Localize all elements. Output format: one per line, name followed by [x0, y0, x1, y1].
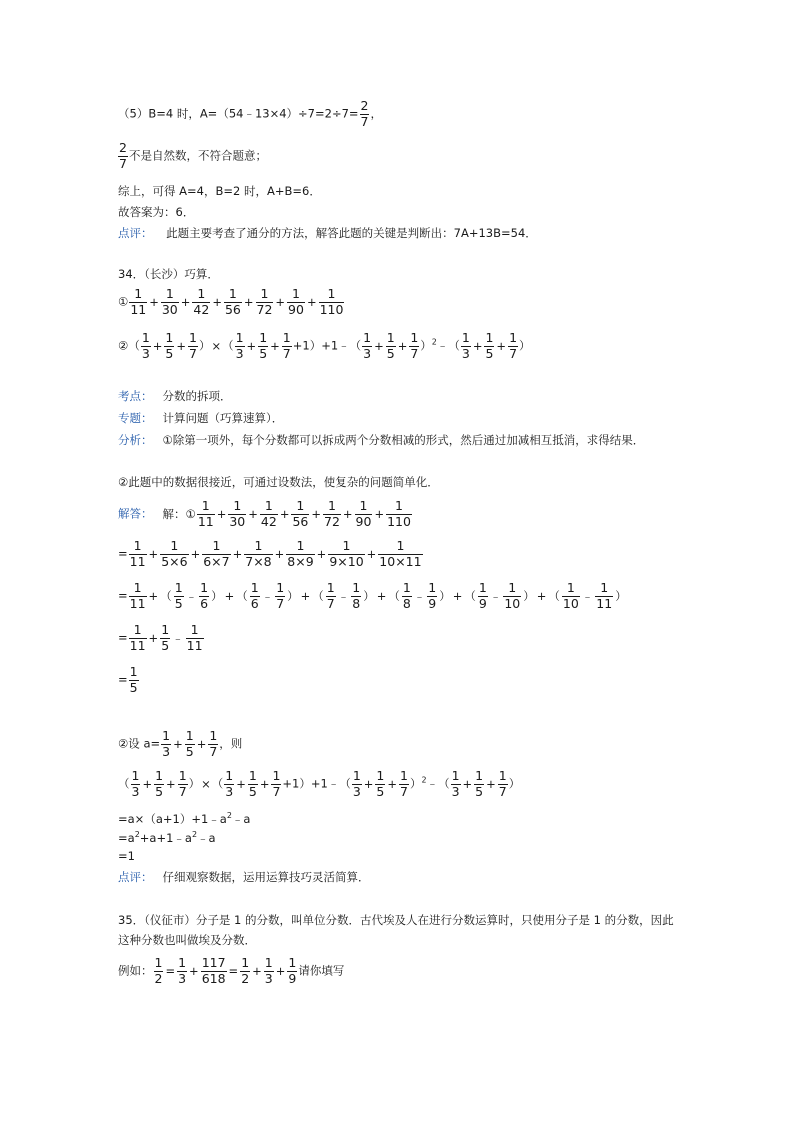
zhuanti-text: 计算问题（巧算速算）．	[162, 411, 284, 425]
operator: +	[180, 295, 191, 309]
comment2-label: 点评：	[118, 870, 153, 884]
part2-expression: （ $\frac{1}{3}$ + $\frac{1}{5}$ + $\frac{1}{7}$ ）×（ $\frac{1}{3}$ + $\frac{1}{5}$ + $\frac{1}{7}$ +1）+1﹣（ $\frac{1}{3}$ + $\frac{1}{5}$ + $\frac{1}{7}$ ）$^2$﹣（ $\frac{1}{3}$ + $\frac{1}{5}$ + $\frac{1}{7}$ ）	[118, 768, 521, 799]
fraction: $\frac{2}{7}$	[360, 98, 369, 129]
fenxi-text2: ②此题中的数据很接近，可通过设数法，使复杂的问题简单化．	[118, 475, 439, 489]
answer-line: 故答案为：6．	[118, 205, 195, 219]
fraction: $\frac{1}{42}$	[260, 498, 277, 529]
operator: +	[311, 507, 321, 521]
operator: ﹣	[581, 589, 594, 603]
para5-text: （5）B=4 时，A=（54﹣13×4）÷7=2÷7=	[118, 106, 359, 121]
operator: +	[232, 547, 243, 561]
operator: （	[160, 589, 172, 603]
fraction: $\frac{1}{7}$	[509, 330, 518, 361]
fraction: $\frac{1}{9}$	[478, 580, 487, 611]
fraction: $\frac{1}{2}$	[241, 955, 250, 986]
fraction: $\frac{1}{3}$	[451, 768, 460, 799]
fraction: $\frac{1}{3}$	[178, 955, 187, 986]
q35-example: 例如： $\frac{1}{2}$ = $\frac{1}{3}$ + $\frac{117}{618}$ = $\frac{1}{2}$ + $\frac{1}{3}$ + $\frac{1}{9}$ 请你填写	[118, 955, 345, 986]
operator: ）	[363, 589, 375, 603]
jieda-line3: = $\frac{1}{11}$ + （ $\frac{1}{5}$ ﹣ $\frac{1}{6}$ ） + （ $\frac{1}{6}$ ﹣ $\frac{1}{7}$ ） + （ $\frac{1}{7}$ ﹣ $\frac{1}{8}$ ） + （ $\frac{1}{8}$ ﹣ $\frac{1}{9}$ ） + （ $\frac{1}{9}$ ﹣ $\frac{1}{10}$ ） + （ $\frac{1}{10}$ ﹣ $\frac{1}{11}$ ）	[118, 580, 627, 611]
fraction: $\frac{1}{10}$	[562, 580, 579, 611]
fraction: $\frac{1}{5}$	[386, 330, 395, 361]
operator: ）	[211, 589, 223, 603]
fraction: $\frac{1}{2}$	[154, 955, 163, 986]
fraction: $\frac{1}{90}$	[288, 286, 304, 317]
fraction: $\frac{1}{11}$	[129, 538, 146, 569]
fraction: $\frac{1}{7}$	[282, 330, 291, 361]
fraction: $\frac{1}{72}$	[256, 286, 273, 317]
jieda-line4: = $\frac{1}{11}$ + $\frac{1}{5}$ ﹣ $\frac{1}{11}$	[118, 622, 203, 653]
fraction: $\frac{1}{3}$	[352, 768, 361, 799]
zhuanti-label: 专题：	[118, 411, 153, 425]
kaodian-label: 考点：	[118, 389, 153, 403]
zhuanti-line	[118, 410, 283, 426]
fraction: $\frac{1}{30}$	[229, 498, 246, 529]
fraction: $\frac{1}{3}$	[363, 330, 372, 361]
operator: +	[316, 547, 327, 561]
operator: +	[300, 589, 311, 603]
operator: ）	[615, 589, 627, 603]
fraction: $\frac{1}{6}$	[250, 580, 259, 611]
fraction: $\frac{1}{5}$	[475, 768, 484, 799]
step1-line: $=a\times(a+1)+1﹣a^2﹣a$	[118, 811, 251, 826]
fraction: $\frac{1}{11}$	[129, 622, 146, 653]
question-34-title: 34．（长沙）巧算．	[118, 267, 219, 281]
question-35-text: 35．（仪征市）分子是 1 的分数，叫单位分数．古代埃及人在进行分数运算时，只使用分子是 1 的分数，因此这种分数也叫做埃及分数．	[118, 913, 674, 947]
fraction: $\frac{1}{5}$	[248, 768, 257, 799]
fraction: $\frac{1}{11}$	[130, 286, 147, 317]
fraction: $\frac{1}{42}$	[193, 286, 210, 317]
fraction: $\frac{2}{7}$	[119, 140, 127, 171]
operator: （	[312, 589, 324, 603]
fraction: $\frac{1}{7\times 8}$	[245, 538, 272, 569]
fraction: $\frac{1}{5}$	[376, 768, 385, 799]
fraction: $\frac{1}{9}$	[428, 580, 437, 611]
fraction: $\frac{1}{5}$	[155, 768, 164, 799]
step3-line: =1	[118, 849, 135, 863]
q34-item1: ① $\frac{1}{11}$ + $\frac{1}{30}$ + $\frac{1}{42}$ + $\frac{1}{56}$ + $\frac{1}{72}$ + $\frac{1}{90}$ + $\frac{1}{110}$	[118, 286, 344, 317]
fraction: $\frac{1}{8}$	[352, 580, 361, 611]
operator: +	[275, 295, 286, 309]
fraction: $\frac{1}{7}$	[272, 768, 281, 799]
operator: ）	[287, 589, 299, 603]
fraction: $\frac{1}{9}$	[288, 955, 297, 986]
fraction: $\frac{1}{5}$	[165, 330, 174, 361]
operator: +	[366, 547, 377, 561]
kaodian-line	[118, 388, 232, 404]
jieda-line1: 解答： 解：① $\frac{1}{11}$ + $\frac{1}{30}$ + $\frac{1}{42}$ + $\frac{1}{56}$ + $\frac{1}{72}$ + $\frac{1}{90}$ + $\frac{1}{110}$	[118, 498, 411, 529]
operator: （	[464, 589, 476, 603]
fraction: $\frac{1}{72}$	[324, 498, 340, 529]
operator: ﹣	[185, 589, 198, 603]
fraction: $\frac{1}{7}$	[326, 580, 335, 611]
comment-text: 此题主要考查了通分的方法，解答此题的关键是判断出：7A+13B=54．	[166, 226, 537, 240]
operator: +	[374, 507, 385, 521]
fenxi-block	[118, 430, 678, 450]
fraction: $\frac{1}{7}$	[189, 330, 197, 361]
fenxi-label: 分析：	[118, 433, 153, 447]
operator: +	[274, 547, 285, 561]
fraction: $\frac{1}{6}$	[200, 580, 209, 611]
fraction: $\frac{1}{56}$	[292, 498, 309, 529]
operator: +	[216, 507, 227, 521]
fraction: $\frac{1}{7}$	[410, 330, 419, 361]
operator: +	[212, 295, 222, 309]
fraction: $\frac{1}{7}$	[276, 580, 285, 611]
operator: ）	[523, 589, 535, 603]
comment2-line	[118, 869, 370, 885]
fraction: $\frac{1}{5}$	[161, 622, 170, 653]
fraction: $\frac{1}{5\times 6}$	[161, 538, 188, 569]
fraction: $\frac{1}{110}$	[319, 286, 344, 317]
fraction: $\frac{1}{11}$	[186, 622, 203, 653]
kaodian-text: 分数的拆项．	[162, 389, 232, 403]
operator: +	[148, 547, 159, 561]
fraction: $\frac{1}{7}$	[498, 768, 507, 799]
fraction: $\frac{1}{8}$	[402, 580, 411, 611]
fraction: $\frac{1}{3}$	[131, 768, 140, 799]
operator: +	[306, 295, 317, 309]
operator: （	[548, 589, 560, 603]
operator: ﹣	[337, 589, 350, 603]
jieda-label: 解答：	[118, 506, 153, 521]
fraction: $\frac{1}{11}$	[129, 580, 146, 611]
fraction: $\frac{1}{56}$	[224, 286, 241, 317]
jieda-line5: = $\frac{1}{5}$	[118, 664, 138, 695]
not-natural-line: $\frac{2}{7}$ 不是自然数，不符合题意；	[119, 140, 267, 171]
fraction: $\frac{1}{6\times 7}$	[203, 538, 230, 569]
operator: +	[536, 589, 547, 603]
para5-line: （5）B=4 时，A=（54﹣13×4）÷7=2÷7= $\frac{2}{7}$ ，	[118, 98, 382, 129]
comment2-text: 仔细观察数据，运用运算技巧灵活简算．	[162, 870, 370, 884]
fenxi-text1: ①除第一项外，每个分数都可以拆成两个分数相减的形式，然后通过加减相互抵消，求得结果．	[162, 433, 645, 447]
fraction: $\frac{1}{110}$	[387, 498, 411, 529]
operator: +	[148, 589, 159, 603]
comment-label: 点评：	[118, 226, 153, 240]
jieda-line2: = $\frac{1}{11}$ + $\frac{1}{5\times 6}$ + $\frac{1}{6\times 7}$ + $\frac{1}{7\times 8}$ + $\frac{1}{8\times 9}$ + $\frac{1}{9\times 10}$ + $\frac{1}{10\times 11}$	[118, 538, 422, 569]
fraction: $\frac{117}{618}$	[201, 955, 226, 986]
fraction: $\frac{1}{3}$	[264, 955, 273, 986]
fraction: $\frac{1}{9\times 10}$	[329, 538, 364, 569]
fraction: $\frac{1}{5}$	[129, 664, 138, 695]
fraction: $\frac{1}{3}$	[225, 768, 234, 799]
operator: （	[388, 589, 400, 603]
q34-item2: ②（ $\frac{1}{3}$ + $\frac{1}{5}$ + $\frac{1}{7}$ ）×（ $\frac{1}{3}$ + $\frac{1}{5}$ + $\frac{1}{7}$ +1）+1﹣（ $\frac{1}{3}$ + $\frac{1}{5}$ + $\frac{1}{7}$ ）$^2$﹣（ $\frac{1}{3}$ + $\frac{1}{5}$ + $\frac{1}{7}$ ）	[118, 330, 531, 361]
fraction: $\frac{1}{5}$	[185, 728, 194, 759]
operator: ）	[439, 589, 451, 603]
fraction: $\frac{1}{30}$	[161, 286, 178, 317]
fraction: $\frac{1}{11}$	[197, 498, 214, 529]
fraction: $\frac{1}{3}$	[235, 330, 244, 361]
operator: +	[376, 589, 387, 603]
fraction: $\frac{1}{3}$	[461, 330, 470, 361]
fraction: $\frac{1}{11}$	[596, 580, 613, 611]
step2-line: $=a^2+a+1﹣a^2﹣a$	[118, 830, 216, 845]
operator: ﹣	[413, 589, 426, 603]
fraction: $\frac{1}{5}$	[174, 580, 183, 611]
fraction: $\frac{1}{10\times 11}$	[379, 538, 422, 569]
operator: +	[190, 547, 201, 561]
operator: +	[248, 507, 258, 521]
fraction: $\frac{1}{7}$	[209, 728, 218, 759]
fraction: $\frac{1}{7}$	[400, 768, 408, 799]
fraction: $\frac{1}{3}$	[162, 728, 171, 759]
operator: +	[452, 589, 463, 603]
part2-set-line: ②设 a= $\frac{1}{3}$ + $\frac{1}{5}$ + $\frac{1}{7}$ ，则	[118, 728, 243, 759]
fraction: $\frac{1}{8\times 9}$	[287, 538, 314, 569]
operator: （	[236, 589, 248, 603]
fraction: $\frac{1}{7}$	[178, 768, 187, 799]
fraction: $\frac{1}{5}$	[259, 330, 268, 361]
fraction: $\frac{1}{5}$	[485, 330, 494, 361]
summary-line: 综上，可得 A=4，B=2 时，A+B=6．	[118, 184, 321, 198]
operator: ﹣	[261, 589, 274, 603]
comment-line	[118, 225, 537, 241]
fraction: $\frac{1}{10}$	[504, 580, 521, 611]
fraction: $\frac{1}{90}$	[355, 498, 372, 529]
operator: +	[149, 295, 159, 309]
operator: +	[342, 507, 353, 521]
operator: ﹣	[489, 589, 502, 603]
operator: +	[279, 507, 290, 521]
operator: +	[243, 295, 254, 309]
fraction: $\frac{1}{3}$	[141, 330, 150, 361]
operator: +	[224, 589, 235, 603]
